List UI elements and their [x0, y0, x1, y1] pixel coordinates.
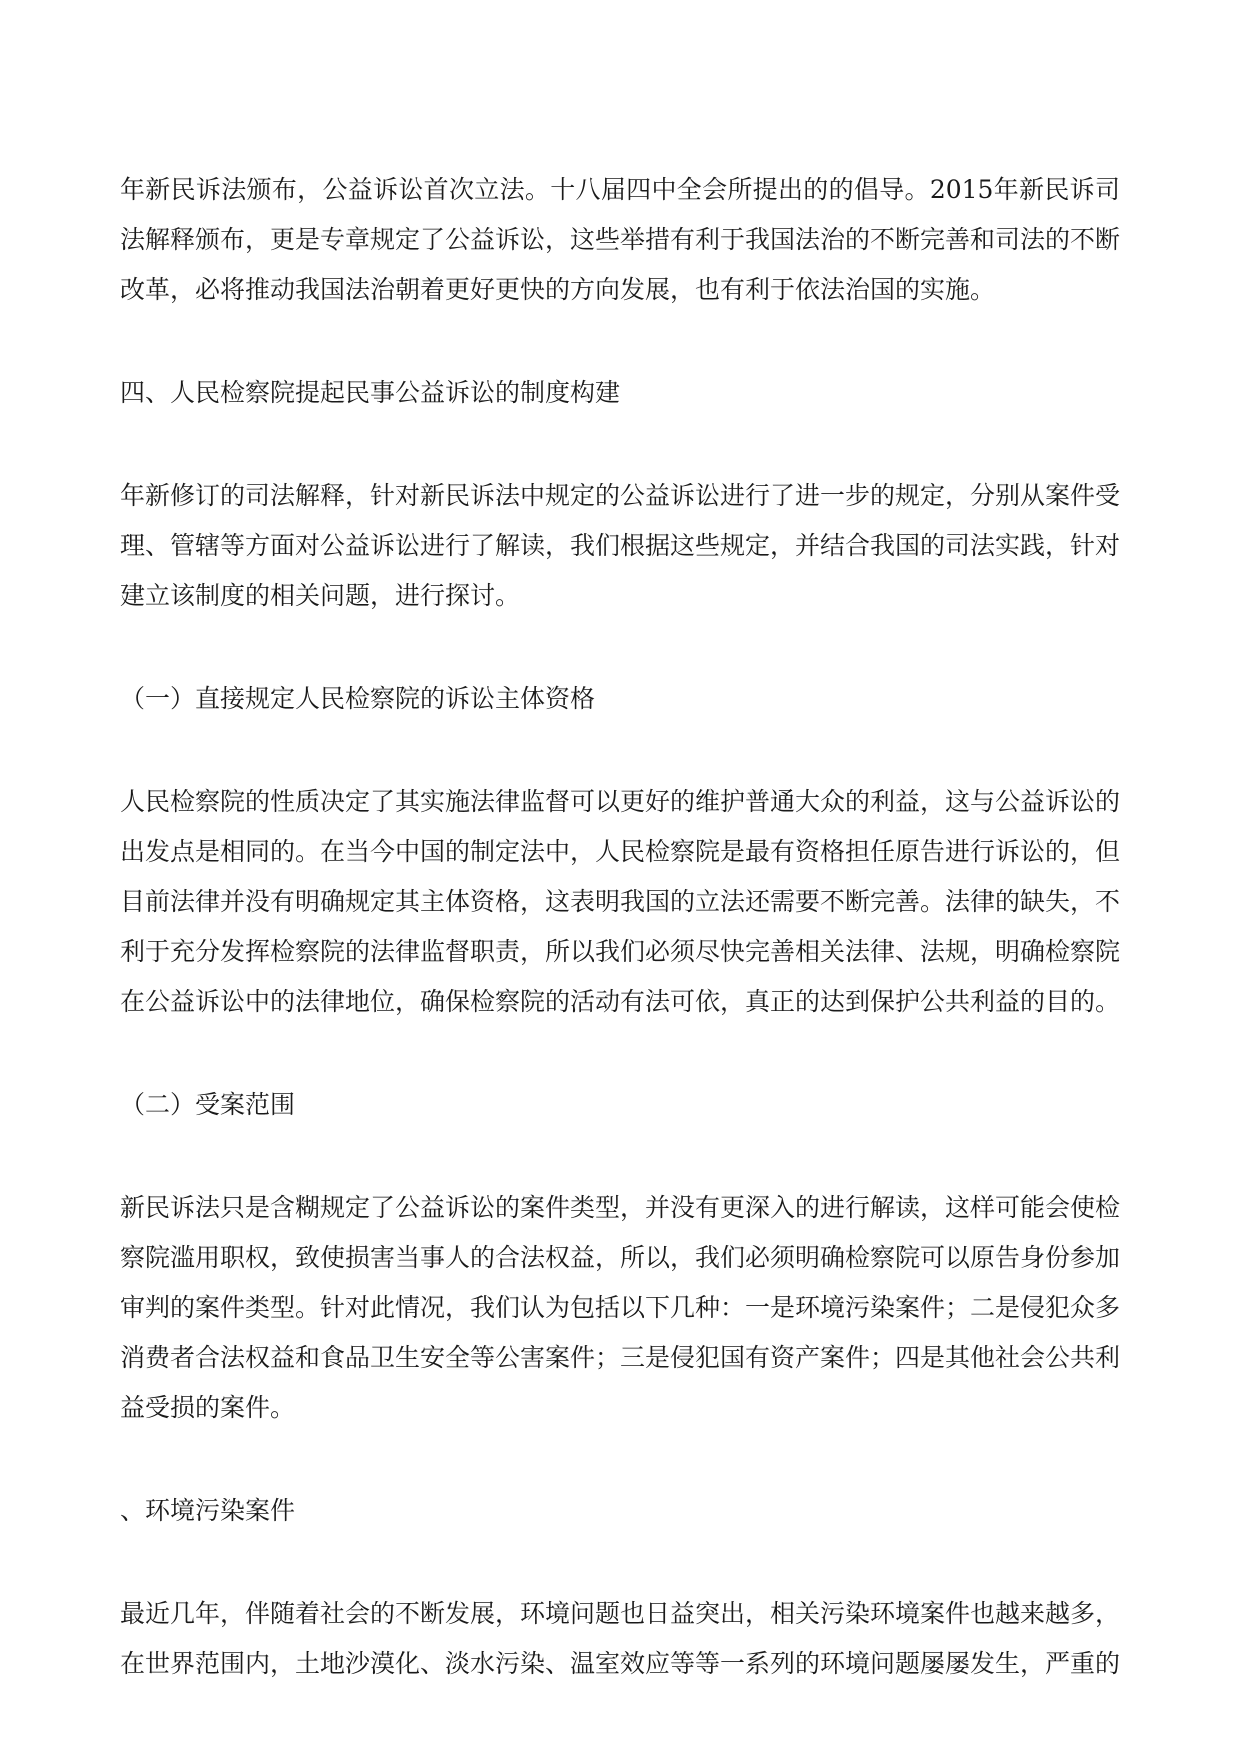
section-heading-system-construction: 四、人民检察院提起民事公益诉讼的制度构建	[120, 378, 621, 407]
paragraph-gap	[120, 1130, 1120, 1183]
item-heading-environmental-pollution: 、环境污染案件	[120, 1496, 296, 1525]
subsection-heading-case-scope: （二）受案范围	[120, 1090, 296, 1119]
paragraph-judicial-interpretation: 年新修订的司法解释，针对新民诉法中规定的公益诉讼进行了进一步的规定，分别从案件受理、管辖等方面对公益诉讼进行了解读，我们根据这些规定，并结合我国的司法实践，针对建立该制度的相关问题，进行探讨。	[120, 481, 1121, 610]
paragraph-legislation-history: 年新民诉法颁布，公益诉讼首次立法。十八届四中全会所提出的的倡导。2015年新民诉司法解释颁布，更是专章规定了公益诉讼，这些举措有利于我国法治的不断完善和司法的不断改革，必将推动我国法治朝着更好更快的方向发展，也有利于依法治国的实施。	[120, 175, 1121, 304]
paragraph-gap	[120, 621, 1120, 674]
paragraph-gap	[120, 1536, 1120, 1589]
document-page	[120, 165, 1120, 1689]
paragraph-gap	[120, 724, 1120, 777]
paragraph-case-types: 新民诉法只是含糊规定了公益诉讼的案件类型，并没有更深入的进行解读，这样可能会使检察院滥用职权，致使损害当事人的合法权益，所以，我们必须明确检察院可以原告身份参加审判的案件类型。针对此情况，我们认为包括以下几种：一是环境污染案件；二是侵犯众多消费者合法权益和食品卫生安全等公害案件；三是侵犯国有资产案件；四是其他社会公共利益受损的案件。	[120, 1193, 1121, 1422]
paragraph-gap	[120, 315, 1120, 368]
paragraph-gap	[120, 1433, 1120, 1486]
paragraph-environmental-problems: 最近几年，伴随着社会的不断发展，环境问题也日益突出，相关污染环境案件也越来越多，在世界范围内，土地沙漠化、淡水污染、温室效应等等一系列的环境问题屡屡发生，严重的	[120, 1599, 1121, 1678]
subsection-heading-litigation-status: （一）直接规定人民检察院的诉讼主体资格	[120, 684, 596, 713]
paragraph-procuratorate-nature: 人民检察院的性质决定了其实施法律监督可以更好的维护普通大众的利益，这与公益诉讼的出发点是相同的。在当今中国的制定法中，人民检察院是最有资格担任原告进行诉讼的，但目前法律并没有明确规定其主体资格，这表明我国的立法还需要不断完善。法律的缺失，不利于充分发挥检察院的法律监督职责，所以我们必须尽快完善相关法律、法规，明确检察院在公益诉讼中的法律地位，确保检察院的活动有法可依，真正的达到保护公共利益的目的。	[120, 787, 1121, 1016]
paragraph-gap	[120, 1027, 1120, 1080]
paragraph-gap	[120, 418, 1120, 471]
